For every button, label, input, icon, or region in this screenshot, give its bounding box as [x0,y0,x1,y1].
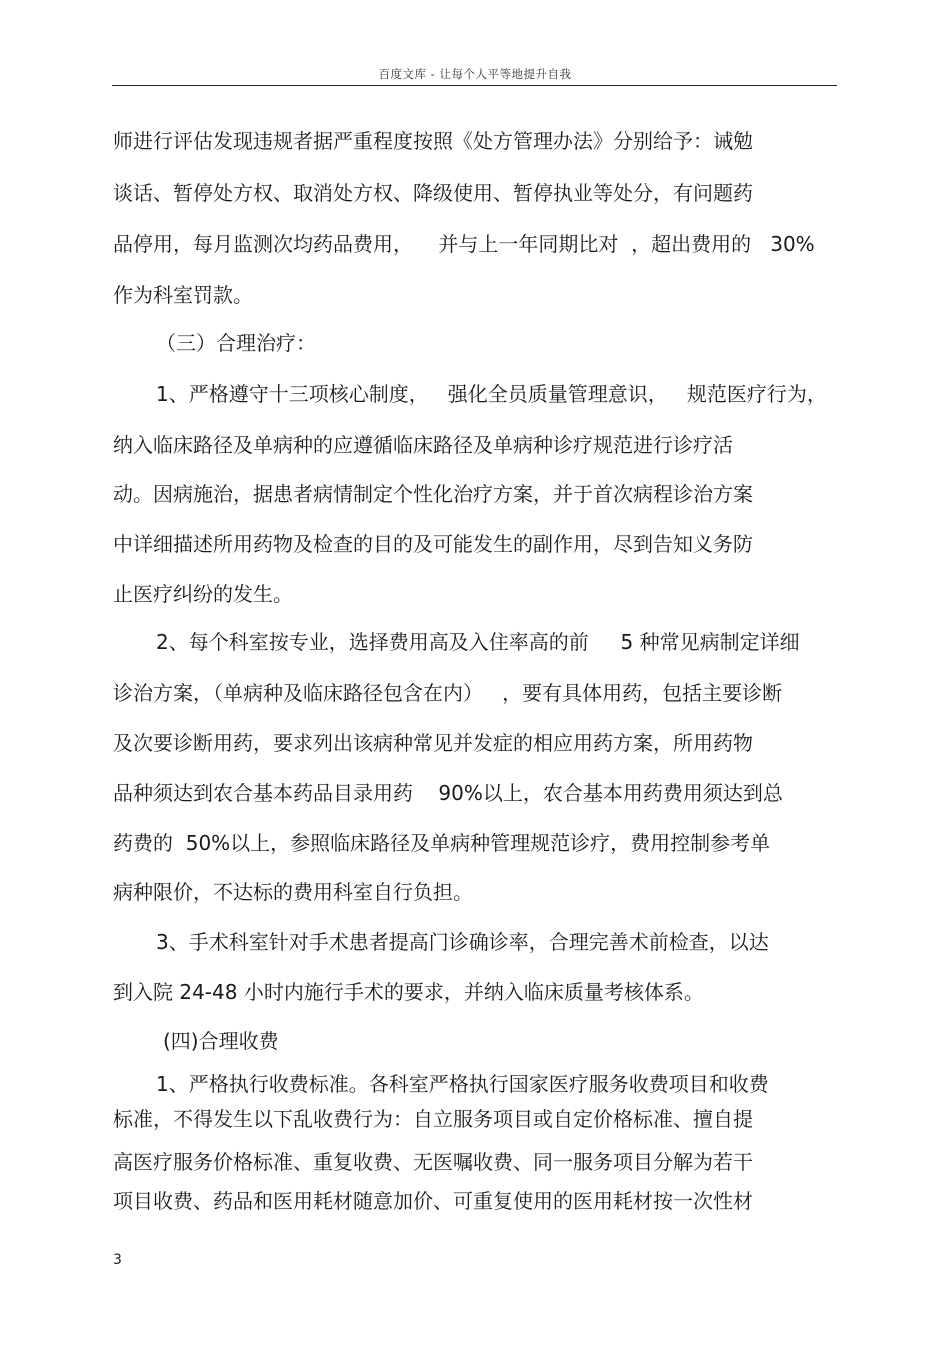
body-line: 品停用，每月监测次均药品费用， 并与上一年同期比对 ，超出费用的 30% [113,232,815,256]
body-line: 止医疗纠纷的发生。 [113,582,293,606]
body-line: 及次要诊断用药，要求列出该病种常见并发症的相应用药方案，所用药物 [113,731,753,755]
body-line: 病种限价，不达标的费用科室自行负担。 [113,880,473,904]
body-line: 3、手术科室针对手术患者提高门诊确诊率，合理完善术前检查，以达 [156,930,769,954]
body-line: 品种须达到农合基本药品目录用药 90%以上，农合基本用药费用须达到总 [113,781,783,805]
body-line: 中详细描述所用药物及检查的目的及可能发生的副作用，尽到告知义务防 [113,532,753,556]
body-line: 到入院 24-48 小时内施行手术的要求，并纳入临床质量考核体系。 [113,980,704,1004]
body-line: 作为科室罚款。 [113,283,253,307]
body-line: 师进行评估发现违规者据严重程度按照《处方管理办法》分别给予：诫勉 [113,129,753,153]
body-line: 动。因病施治，据患者病情制定个性化治疗方案，并于首次病程诊治方案 [113,482,753,506]
body-line: 2、每个科室按专业，选择费用高及入住率高的前 5 种常见病制定详细 [156,630,800,654]
page-header: 百度文库 - 让每个人平等地提升自我 [378,67,572,81]
header-divider [112,85,837,86]
body-line: 标准，不得发生以下乱收费行为：自立服务项目或自定价格标准、擅自提 [113,1107,753,1131]
section-heading: （三）合理治疗： [156,331,316,355]
page-number: 3 [113,1252,122,1268]
body-line: 高医疗服务价格标准、重复收费、无医嘱收费、同一服务项目分解为若干 [113,1150,753,1174]
body-line: 1、严格遵守十三项核心制度， 强化全员质量管理意识， 规范医疗行为， [156,382,827,406]
body-line: 项目收费、药品和医用耗材随意加价、可重复使用的医用耗材按一次性材 [113,1189,753,1213]
body-line: 药费的 50%以上，参照临床路径及单病种管理规范诊疗，费用控制参考单 [113,831,771,855]
body-line: 纳入临床路径及单病种的应遵循临床路径及单病种诊疗规范进行诊疗活 [113,433,733,457]
body-line: 谈话、暂停处方权、取消处方权、降级使用、暂停执业等处分，有问题药 [113,181,753,205]
body-line: 诊治方案，（单病种及临床路径包含在内） ，要有具体用药，包括主要诊断 [113,681,783,705]
section-heading: (四)合理收费 [163,1029,279,1053]
body-line: 1、严格执行收费标准。各科室严格执行国家医疗服务收费项目和收费 [156,1072,769,1096]
